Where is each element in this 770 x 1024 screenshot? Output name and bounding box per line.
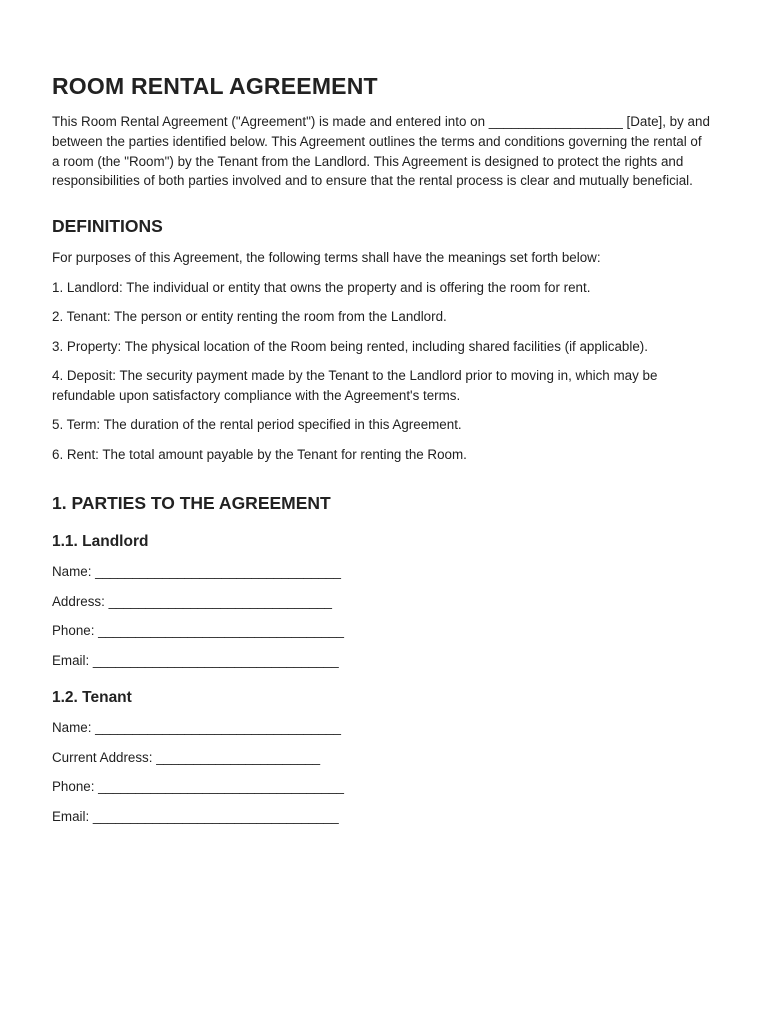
- parties-heading: 1. PARTIES TO THE AGREEMENT: [52, 493, 331, 514]
- definitions-intro: For purposes of this Agreement, the following terms shall have the meanings set forth below:: [52, 250, 601, 266]
- document-body: [52, 72, 712, 826]
- landlord-heading: 1.1. Landlord: [52, 533, 149, 551]
- landlord-address-field[interactable]: Address: ______________________________: [52, 593, 332, 609]
- tenant-name-field[interactable]: Name: _________________________________: [52, 720, 341, 736]
- intro-paragraph: This Room Rental Agreement ("Agreement") is made and entered into on __________________ [Date], by and between the parties identified below. This Agreement outlines the terms and conditions governing the rental of a room (the "Room") by the Tenant from the Landlord. This Agreement is designed to protect the rights and responsibilities of both parties involved and to ensure that the rental process is clear and mutually beneficial.: [52, 114, 710, 189]
- definition-item-term: 5. Term: The duration of the rental period specified in this Agreement.: [52, 417, 462, 433]
- definition-item-landlord: 1. Landlord: The individual or entity that owns the property and is offering the room for rent.: [52, 279, 591, 295]
- definition-item-rent: 6. Rent: The total amount payable by the Tenant for renting the Room.: [52, 446, 467, 462]
- tenant-heading: 1.2. Tenant: [52, 689, 132, 707]
- landlord-name-field[interactable]: Name: _________________________________: [52, 564, 341, 580]
- landlord-email-field[interactable]: Email: _________________________________: [52, 652, 339, 668]
- tenant-phone-field[interactable]: Phone: _________________________________: [52, 779, 344, 795]
- document-title: ROOM RENTAL AGREEMENT: [52, 73, 378, 99]
- definition-item-tenant: 2. Tenant: The person or entity renting the room from the Landlord.: [52, 309, 447, 325]
- tenant-current-address-field[interactable]: Current Address: ______________________: [52, 749, 321, 765]
- landlord-phone-field[interactable]: Phone: _________________________________: [52, 623, 344, 639]
- tenant-email-field[interactable]: Email: _________________________________: [52, 808, 339, 824]
- definition-item-deposit: 4. Deposit: The security payment made by the Tenant to the Landlord prior to moving in, which may be refundable upon satisfactory compliance with the Agreement's terms.: [52, 368, 658, 403]
- definitions-heading: DEFINITIONS: [52, 216, 163, 237]
- definition-item-property: 3. Property: The physical location of the Room being rented, including shared facilities (if applicable).: [52, 338, 648, 354]
